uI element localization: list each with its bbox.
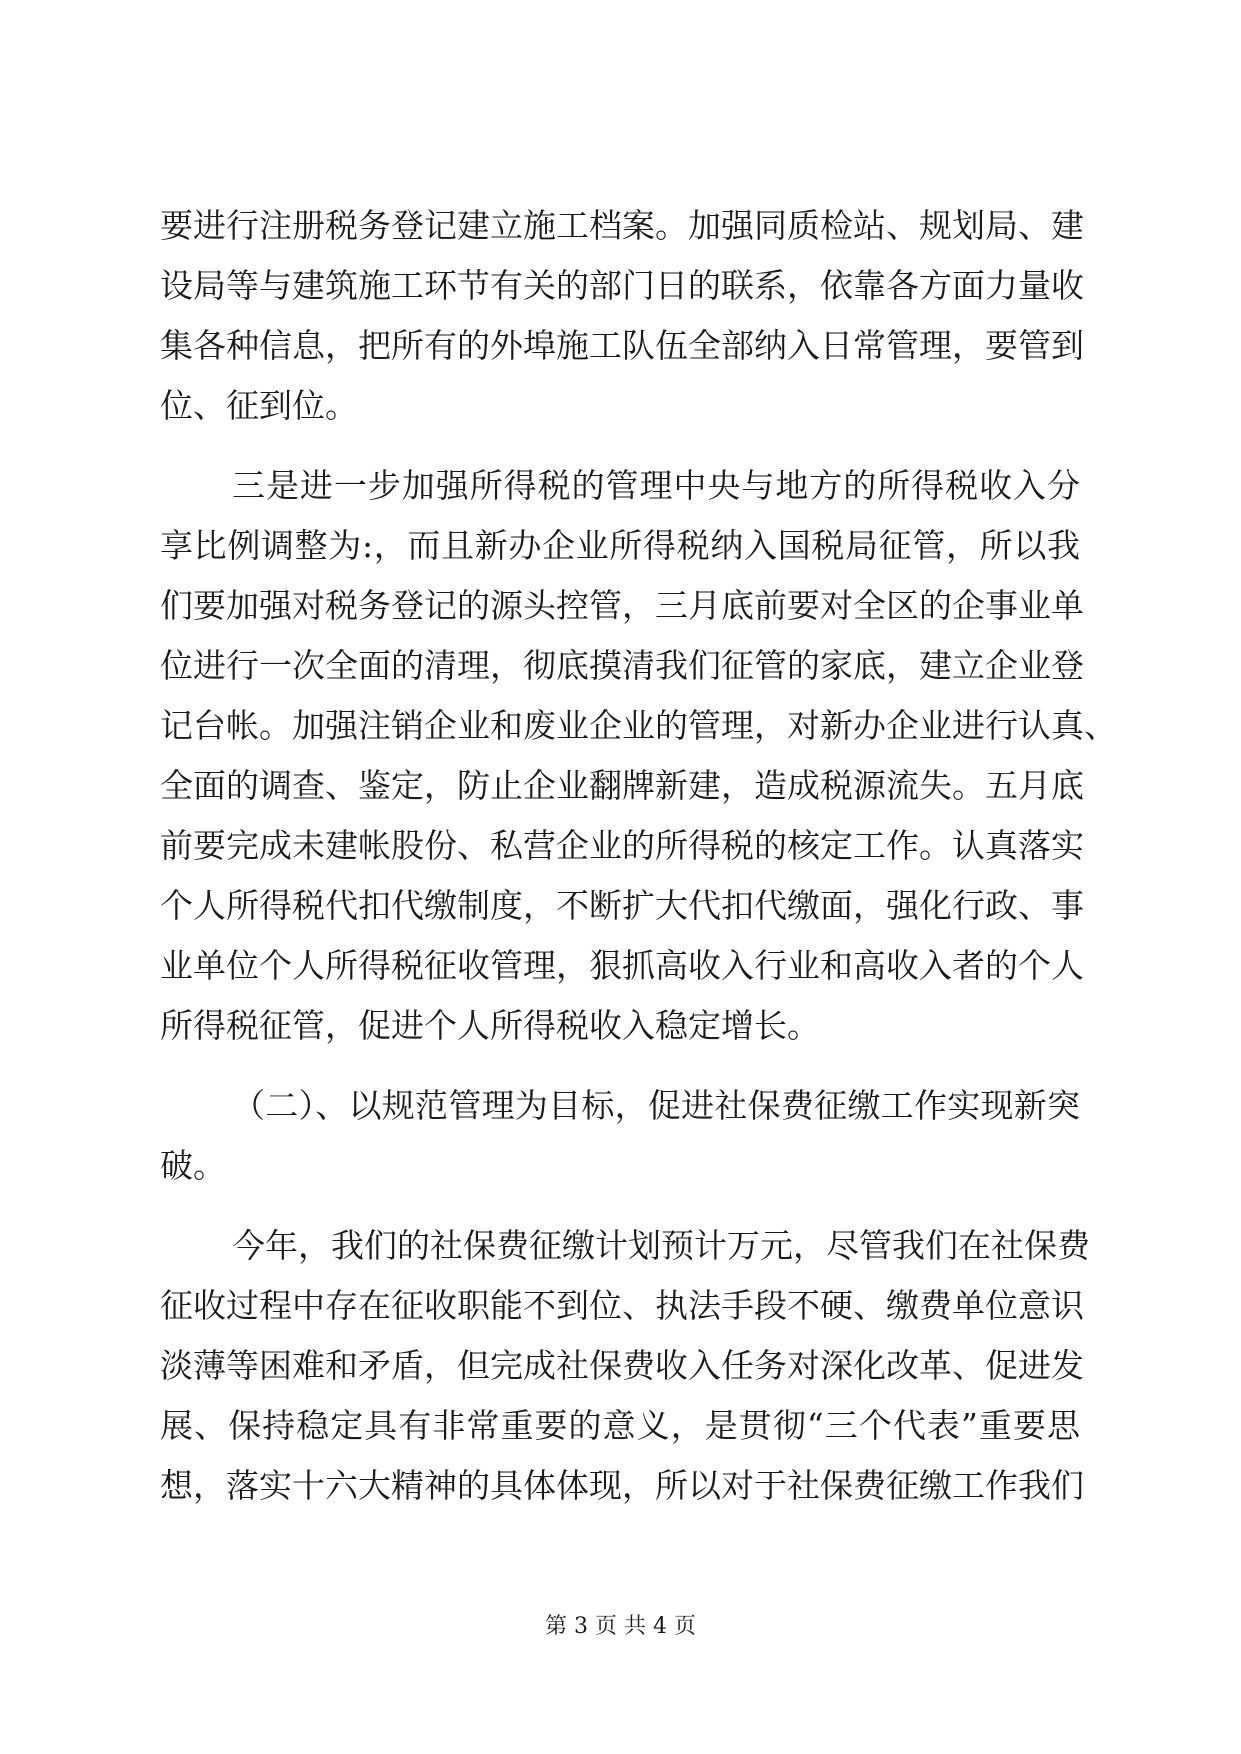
text-line: 记台帐。加强注销企业和废业企业的管理，对新办企业进行认真、: [160, 706, 1117, 745]
text-line: 位进行一次全面的清理，彻底摸清我们征管的家底，建立企业登: [160, 646, 1084, 685]
text-line: 前要完成未建帐股份、私营企业的所得税的核定工作。认真落实: [160, 826, 1084, 865]
text-line: 集各种信息，把所有的外埠施工队伍全部纳入日常管理，要管到: [160, 326, 1084, 365]
text-line: 位、征到位。: [160, 386, 358, 425]
text-line: 设局等与建筑施工环节有关的部门日的联系，依靠各方面力量收: [160, 266, 1084, 305]
text-line: 享比例调整为:，而且新办企业所得税纳入国税局征管，所以我: [160, 526, 1080, 565]
text-line: 淡薄等困难和矛盾，但完成社保费收入任务对深化改革、促进发: [160, 1346, 1084, 1385]
paragraph-first-line: 今年，我们的社保费征缴计划预计万元，尽管我们在社保费: [232, 1226, 1090, 1265]
text-line: 个人所得税代扣代缴制度，不断扩大代扣代缴面，强化行政、事: [160, 886, 1084, 925]
text-line: 展、保持稳定具有非常重要的意义，是贯彻“三个代表”重要思: [160, 1406, 1080, 1445]
text-line: 业单位个人所得税征收管理，狠抓高收入行业和高收入者的个人: [160, 946, 1084, 985]
text-line: 征收过程中存在征收职能不到位、执法手段不硬、缴费单位意识: [160, 1286, 1084, 1325]
text-line: 想，落实十六大精神的具体体现，所以对于社保费征缴工作我们: [160, 1466, 1084, 1505]
paragraph-first-line: 三是进一步加强所得税的管理中央与地方的所得税收入分: [232, 466, 1080, 505]
text-line: 们要加强对税务登记的源头控管，三月底前要对全区的企事业单: [160, 586, 1084, 625]
page-footer: 第 3 页 共 4 页: [545, 1614, 696, 1639]
text-line: 所得税征管，促进个人所得税收入稳定增长。: [160, 1006, 820, 1045]
section-heading-line: （二）、以规范管理为目标，促进社保费征缴工作实现新突: [232, 1086, 1080, 1125]
text-line: 要进行注册税务登记建立施工档案。加强同质检站、规划局、建: [160, 206, 1084, 245]
section-heading-line: 破。: [160, 1146, 226, 1185]
text-line: 全面的调查、鉴定，防止企业翻牌新建，造成税源流失。五月底: [160, 766, 1084, 805]
